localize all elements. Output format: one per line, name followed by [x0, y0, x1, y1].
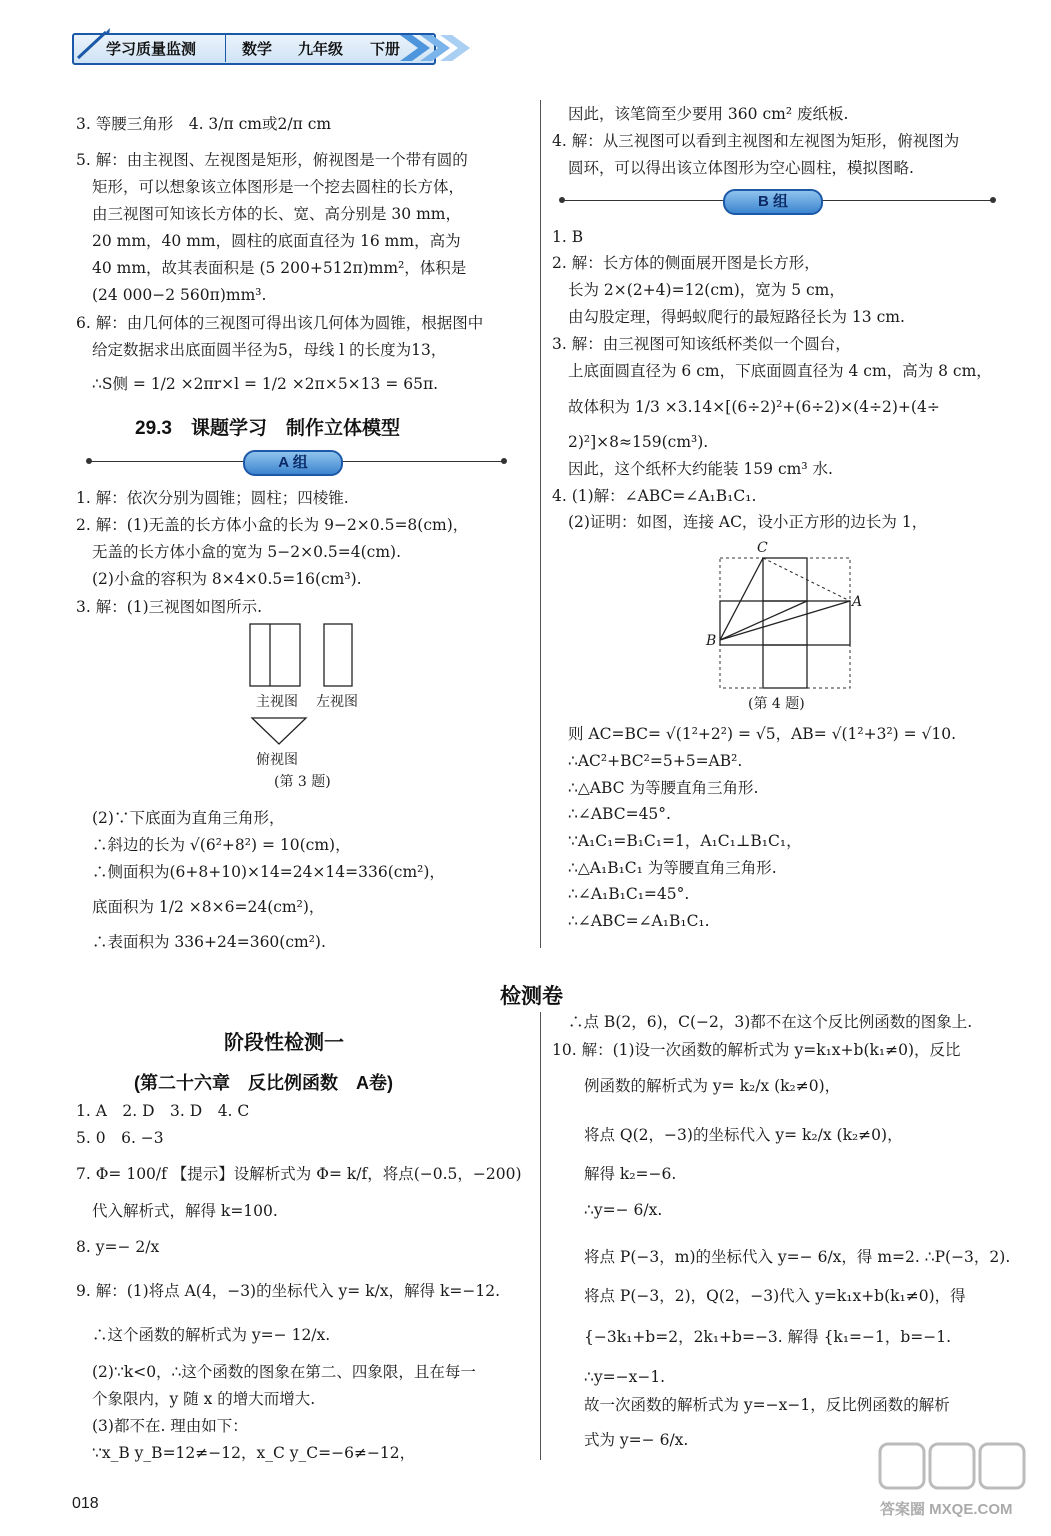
answer-line: (2)∵k<0，∴这个函数的图象在第二、四象限，且在每一: [92, 1363, 476, 1381]
answer-line: 1. A 2. D 3. D 4. C: [76, 1102, 250, 1120]
fig4-label-a: A: [852, 594, 863, 610]
answer-line: (2)小盒的容积为 8×4×0.5=16(cm³).: [92, 570, 362, 588]
answer-line: ∴y=− 6/x.: [584, 1201, 663, 1219]
answer-line: ∴S侧 = 1/2 ×2πr×l = 1/2 ×2π×5×13 = 65π.: [92, 375, 439, 393]
watermark-text: 答案圈 MXQE.COM: [880, 1501, 1013, 1518]
header-grade: 九年级: [298, 41, 344, 58]
answer-line: 6. 解：由几何体的三视图可得出该几何体为圆锥，根据图中: [76, 314, 484, 332]
answer-line: 由勾股定理，得蚂蚁爬行的最短路径长为 13 cm.: [568, 308, 905, 326]
answer-line: ∴AC²+BC²=5+5=AB².: [568, 752, 743, 770]
header-divider: [225, 34, 226, 62]
answer-line: 矩形，可以想象该立体图形是一个挖去圆柱的长方体，: [92, 178, 465, 196]
answer-line: 代入解析式，解得 k=100.: [92, 1202, 278, 1220]
column-divider: [540, 100, 541, 948]
answer-line: 2)²]×8≈159(cm³).: [568, 433, 709, 451]
answer-line: ∴△ABC 为等腰直角三角形.: [568, 779, 759, 797]
answer-line: (3)都不在. 理由如下：: [92, 1417, 248, 1435]
answer-line: 故体积为 1/3 ×3.14×[(6÷2)²+(6÷2)×(4÷2)+(4÷: [568, 398, 940, 416]
answer-line: (24 000−2 560π)mm³.: [92, 286, 267, 304]
answer-line: 上底面圆直径为 6 cm，下底面圆直径为 4 cm，高为 8 cm，: [568, 362, 992, 380]
answer-line: ∴点 B(2，6)，C(−2，3)都不在这个反比例函数的图象上.: [568, 1013, 973, 1031]
answer-line: ∴∠A₁B₁C₁=45°.: [568, 885, 690, 903]
answer-line: ∵x_B y_B=12≠−12，x_C y_C=−6≠−12，: [92, 1444, 416, 1462]
group-a-badge: A 组: [243, 450, 343, 476]
answer-line: 例函数的解析式为 y= k₂/x (k₂≠0)，: [584, 1077, 841, 1095]
answer-line: 圆环，可以得出该立体图形为空心圆柱，模拟图略.: [568, 159, 914, 177]
answer-line: 2. 解：长方体的侧面展开图是长方形，: [552, 254, 820, 272]
answer-line: 长为 2×(2+4)=12(cm)，宽为 5 cm，: [568, 281, 845, 299]
answer-line: (2)∵下底面为直角三角形，: [92, 809, 285, 827]
page-number: 018: [72, 1495, 99, 1512]
answer-line: 将点 P(−3，m)的坐标代入 y=− 6/x，得 m=2. ∴P(−3，2).: [584, 1248, 1011, 1266]
answer-line: 由三视图可知该长方体的长、宽、高分别是 30 mm，: [92, 205, 461, 223]
fig3-front-label: 主视图: [256, 694, 298, 710]
answer-line: 将点 Q(2，−3)的坐标代入 y= k₂/x (k₂≠0)，: [584, 1126, 903, 1144]
figure-4-grid: [712, 540, 862, 694]
answer-line: 1. 解：依次分别为圆锥；圆柱；四棱锥.: [76, 489, 349, 507]
answer-line: 将点 P(−3，2)，Q(2，−3)代入 y=k₁x+b(k₁≠0)，得: [584, 1287, 966, 1305]
stage-title: 阶段性检测一: [224, 1032, 344, 1054]
answer-line: 则 AC=BC= √(1²+2²) = √5，AB= √(1²+3²) = √10.: [568, 725, 957, 743]
answer-line: 7. Φ= 100/f 【提示】设解析式为 Φ= k/f，将点(−0.5，−200): [76, 1165, 522, 1183]
answer-line: 2. 解：(1)无盖的长方体小盒的长为 9−2×0.5=8(cm)，: [76, 516, 469, 534]
answer-line: 3. 解：(1)三视图如图所示.: [76, 598, 263, 616]
answer-line: 给定数据求出底面圆半径为5，母线 l 的长度为13，: [92, 341, 447, 359]
fig3-left-label: 左视图: [316, 694, 358, 710]
answer-line: 3. 等腰三角形 4. 3/π cm或2/π cm: [76, 115, 332, 133]
answer-line: ∴∠ABC=∠A₁B₁C₁.: [568, 912, 710, 930]
answer-line: ∵A₁C₁=B₁C₁=1，A₁C₁⊥B₁C₁，: [568, 832, 802, 850]
rule-dot: [501, 458, 507, 464]
answer-line: 式为 y=− 6/x.: [584, 1431, 689, 1449]
answer-line: 解得 k₂=−6.: [584, 1165, 677, 1183]
answer-line: 因此，该笔筒至少要用 360 cm² 废纸板.: [568, 105, 849, 123]
chevron-arrows-icon: [400, 33, 475, 67]
answer-line: (2)证明：如图，连接 AC，设小正方形的边长为 1，: [568, 513, 928, 531]
answer-line: 个象限内，y 随 x 的增大而增大.: [92, 1390, 316, 1408]
header-subject: 数学: [242, 41, 273, 58]
answer-line: 40 mm，故其表面积是 (5 200+512π)mm²，体积是: [92, 259, 467, 277]
stage-subtitle: (第二十六章 反比例函数 A卷): [134, 1073, 393, 1093]
answer-line: 20 mm，40 mm，圆柱的底面直径为 16 mm，高为: [92, 232, 461, 250]
exam-title: 检测卷: [500, 985, 563, 1008]
answer-line: 故一次函数的解析式为 y=−x−1，反比例函数的解析: [584, 1396, 950, 1414]
rule-dot: [990, 197, 996, 203]
answer-line: 1. B: [552, 228, 584, 246]
answer-line: 5. 解：由主视图、左视图是矩形，俯视图是一个带有圆的: [76, 151, 468, 169]
answer-line: 5. 0 6. −3: [76, 1129, 164, 1147]
answer-line: 底面积为 1/2 ×8×6=24(cm²)，: [92, 898, 325, 916]
figure-3-three-views: [240, 620, 370, 754]
answer-line: ∴这个函数的解析式为 y=− 12/x.: [92, 1326, 331, 1344]
fig4-caption: (第 4 题): [748, 696, 805, 712]
answer-line: ∴y=−x−1.: [584, 1368, 666, 1386]
answer-line: ∴侧面积为(6+8+10)×14=24×14=336(cm²)，: [92, 863, 445, 881]
answer-line: 4. (1)解：∠ABC=∠A₁B₁C₁.: [552, 487, 757, 505]
answer-line: ∴∠ABC=45°.: [568, 805, 671, 823]
group-b-badge: B 组: [723, 189, 823, 215]
fig3-caption: (第 3 题): [274, 774, 331, 790]
fig4-label-c: C: [757, 540, 768, 556]
answer-line: 8. y=− 2/x: [76, 1238, 160, 1256]
header-series: 学习质量监测: [106, 41, 197, 58]
answer-line: 4. 解：从三视图可以看到主视图和左视图为矩形，俯视图为: [552, 132, 960, 150]
answer-line: 3. 解：由三视图可知该纸杯类似一个圆台，: [552, 335, 851, 353]
header-volume: 下册: [370, 41, 401, 58]
fig3-top-label: 俯视图: [256, 752, 298, 768]
answer-line: ∴斜边的长为 √(6²+8²) = 10(cm)，: [92, 836, 351, 854]
fig4-label-b: B: [706, 633, 717, 649]
section-title: 29.3 课题学习 制作立体模型: [135, 418, 400, 439]
answer-line: {−3k₁+b=2，2k₁+b=−3. 解得 {k₁=−1，b=−1.: [584, 1328, 952, 1346]
answer-line: 9. 解：(1)将点 A(4，−3)的坐标代入 y= k/x，解得 k=−12.: [76, 1282, 500, 1300]
answer-line: 无盖的长方体小盒的宽为 5−2×0.5=4(cm).: [92, 543, 402, 561]
answer-line: 因此，这个纸杯大约能装 159 cm³ 水.: [568, 460, 833, 478]
answer-line: ∴△A₁B₁C₁ 为等腰直角三角形.: [568, 859, 777, 877]
answer-line: 10. 解：(1)设一次函数的解析式为 y=k₁x+b(k₁≠0)，反比: [552, 1041, 961, 1059]
column-divider-2: [540, 1012, 541, 1460]
answer-line: ∴表面积为 336+24=360(cm²).: [92, 933, 326, 951]
